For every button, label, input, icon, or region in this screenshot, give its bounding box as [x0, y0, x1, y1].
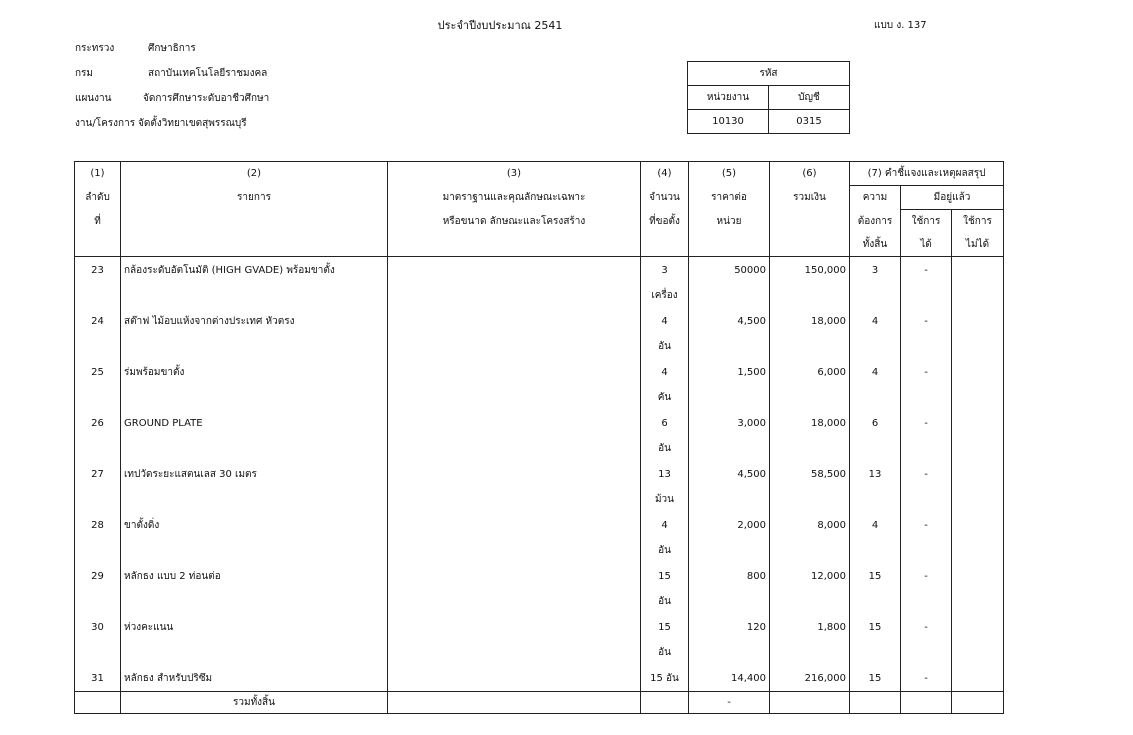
row-number: 25 [75, 359, 121, 385]
row-spec [388, 410, 641, 436]
row-number: 30 [75, 614, 121, 640]
code-account-value: 0315 [769, 110, 850, 134]
row-number: 29 [75, 563, 121, 589]
col5-label-line2: หน่วย [689, 210, 770, 234]
table-row [75, 461, 1004, 487]
code-box-title: รหัส [688, 62, 850, 86]
row-unit: ม้วน [641, 487, 689, 512]
row-qty: 15 [641, 563, 689, 589]
table-row-unit [75, 589, 1004, 614]
row-total: 1,800 [770, 614, 850, 640]
row-usable: - [901, 257, 952, 284]
budget-table [74, 161, 1004, 714]
table-row [75, 563, 1004, 589]
col2-blank-2 [121, 233, 388, 257]
col6-blank [770, 210, 850, 234]
row-price: 120 [689, 614, 770, 640]
total-row [75, 692, 1004, 714]
row-number: 23 [75, 257, 121, 284]
col1-number: (1) [75, 162, 121, 186]
need-label-line2: ต้องการ [850, 210, 901, 234]
col2-blank [121, 210, 388, 234]
row-unusable [952, 257, 1004, 284]
row-unusable [952, 614, 1004, 640]
ministry-value: ศึกษาธิการ [148, 43, 196, 54]
col2-label: รายการ [121, 186, 388, 210]
row-usable: - [901, 512, 952, 538]
table-row-unit [75, 334, 1004, 359]
col5-blank [689, 233, 770, 257]
table-row [75, 257, 1004, 284]
total-label: รวมทั้งสิ้น [121, 692, 388, 714]
col4-label-line2: ที่ขอตั้ง [641, 210, 689, 234]
col3-blank [388, 233, 641, 257]
row-qty: 13 [641, 461, 689, 487]
row-need: 13 [850, 461, 901, 487]
col5-number: (5) [689, 162, 770, 186]
row-usable: - [901, 410, 952, 436]
row-item: ห่วงคะแนน [121, 614, 388, 640]
row-unit: อัน [641, 640, 689, 665]
row-spec [388, 257, 641, 284]
table-row [75, 410, 1004, 436]
page-title: ประจำปีงบประมาณ 2541 [437, 19, 563, 32]
row-price: 4,500 [689, 308, 770, 334]
row-unusable [952, 461, 1004, 487]
col1-label-line2: ที่ [75, 210, 121, 234]
col6-number: (6) [770, 162, 850, 186]
row-spec [388, 614, 641, 640]
row-item: GROUND PLATE [121, 410, 388, 436]
col4-blank [641, 233, 689, 257]
row-item: หลักธง สำหรับปริซึม [121, 665, 388, 692]
col3-number: (3) [388, 162, 641, 186]
row-spec [388, 512, 641, 538]
table-row-unit [75, 640, 1004, 665]
table-row [75, 614, 1004, 640]
need-label-line1: ความ [850, 186, 901, 210]
col1-blank [75, 233, 121, 257]
usable-label-line2: ได้ [901, 233, 952, 257]
plan-value: จัดการศึกษาระดับอาชีวศึกษา [143, 93, 270, 104]
need-label-line3: ทั้งสิ้น [850, 233, 901, 257]
row-need: 6 [850, 410, 901, 436]
row-need: 4 [850, 359, 901, 385]
row-need: 15 [850, 563, 901, 589]
row-spec [388, 359, 641, 385]
row-unit: อัน [641, 334, 689, 359]
project-label: งาน/โครงการ [75, 118, 136, 129]
col5-label-line1: ราคาต่อ [689, 186, 770, 210]
row-usable: - [901, 461, 952, 487]
row-need: 15 [850, 665, 901, 692]
col4-label-line1: จำนวน [641, 186, 689, 210]
table-row-unit [75, 436, 1004, 461]
row-item: หลักธง แบบ 2 ท่อนต่อ [121, 563, 388, 589]
row-total: 8,000 [770, 512, 850, 538]
row-need: 3 [850, 257, 901, 284]
row-price: 50000 [689, 257, 770, 284]
unusable-label-line2: ไม่ได้ [952, 233, 1004, 257]
row-usable: - [901, 359, 952, 385]
row-price: 4,500 [689, 461, 770, 487]
have-label: มีอยู่แล้ว [901, 186, 1004, 210]
table-row-unit [75, 487, 1004, 512]
usable-label-line1: ใช้การ [901, 210, 952, 234]
col6-label: รวมเงิน [770, 186, 850, 210]
table-row [75, 308, 1004, 334]
row-unusable [952, 563, 1004, 589]
row-spec [388, 563, 641, 589]
row-number: 26 [75, 410, 121, 436]
row-usable: - [901, 308, 952, 334]
row-unit: เครื่อง [641, 283, 689, 308]
row-price: 3,000 [689, 410, 770, 436]
row-item: กล้องระดับอัตโนมัติ (HIGH GVADE) พร้อมขาตั้ง [121, 257, 388, 284]
table-row [75, 512, 1004, 538]
code-unit-value: 10130 [688, 110, 769, 134]
col6-blank-2 [770, 233, 850, 257]
row-qty: 15 อัน [641, 665, 689, 692]
row-total: 12,000 [770, 563, 850, 589]
row-price: 800 [689, 563, 770, 589]
row-unusable [952, 308, 1004, 334]
row-total: 18,000 [770, 308, 850, 334]
row-unusable [952, 512, 1004, 538]
row-item: ร่มพร้อมขาตั้ง [121, 359, 388, 385]
row-qty: 3 [641, 257, 689, 284]
row-qty: 4 [641, 359, 689, 385]
row-price: 14,400 [689, 665, 770, 692]
row-item: เทปวัดระยะแสตนเลส 30 เมตร [121, 461, 388, 487]
unusable-label-line1: ใช้การ [952, 210, 1004, 234]
row-unit: อัน [641, 589, 689, 614]
total-price-mark: - [689, 692, 770, 714]
row-total: 150,000 [770, 257, 850, 284]
row-unit: อัน [641, 538, 689, 563]
row-qty: 15 [641, 614, 689, 640]
row-number: 28 [75, 512, 121, 538]
row-spec [388, 308, 641, 334]
code-unit-label: หน่วยงาน [688, 86, 769, 110]
table-row-unit [75, 283, 1004, 308]
table-row [75, 359, 1004, 385]
ministry-label: กระทรวง [75, 43, 115, 54]
table-row-unit [75, 385, 1004, 410]
row-price: 1,500 [689, 359, 770, 385]
row-spec [388, 665, 641, 692]
row-price: 2,000 [689, 512, 770, 538]
table-row-unit [75, 538, 1004, 563]
plan-label: แผนงาน [75, 93, 112, 104]
row-item: สต๊าฟ ไม้อบแห้งจากต่างประเทศ หัวตรง [121, 308, 388, 334]
code-box [687, 61, 850, 134]
col2-number: (2) [121, 162, 388, 186]
department-label: กรม [75, 68, 94, 79]
row-total: 58,500 [770, 461, 850, 487]
col3-label-line2: หรือขนาด ลักษณะและโครงสร้าง [388, 210, 641, 234]
row-qty: 4 [641, 512, 689, 538]
row-total: 216,000 [770, 665, 850, 692]
row-number: 27 [75, 461, 121, 487]
col4-number: (4) [641, 162, 689, 186]
row-usable: - [901, 563, 952, 589]
department-value: สถาบันเทคโนโลยีราชมงคล [148, 68, 268, 79]
code-account-label: บัญชี [769, 86, 850, 110]
row-need: 4 [850, 308, 901, 334]
row-unusable [952, 410, 1004, 436]
row-usable: - [901, 614, 952, 640]
row-item: ขาตั้งดิ่ง [121, 512, 388, 538]
form-number: แบบ ง. 137 [874, 20, 927, 31]
project-value: จัดตั้งวิทยาเขตสุพรรณบุรี [138, 118, 247, 129]
row-unit: อัน [641, 436, 689, 461]
row-qty: 4 [641, 308, 689, 334]
row-unusable [952, 359, 1004, 385]
row-need: 15 [850, 614, 901, 640]
row-need: 4 [850, 512, 901, 538]
row-total: 6,000 [770, 359, 850, 385]
row-number: 24 [75, 308, 121, 334]
row-unit: คัน [641, 385, 689, 410]
row-number: 31 [75, 665, 121, 692]
row-total: 18,000 [770, 410, 850, 436]
row-spec [388, 461, 641, 487]
row-usable: - [901, 665, 952, 692]
row-qty: 6 [641, 410, 689, 436]
col1-label: ลำดับ [75, 186, 121, 210]
col7-header: (7) คำชี้แจงและเหตุผลสรุป [850, 162, 1004, 186]
row-unusable [952, 665, 1004, 692]
col3-label-line1: มาตราฐานและคุณลักษณะเฉพาะ [388, 186, 641, 210]
table-row [75, 665, 1004, 692]
